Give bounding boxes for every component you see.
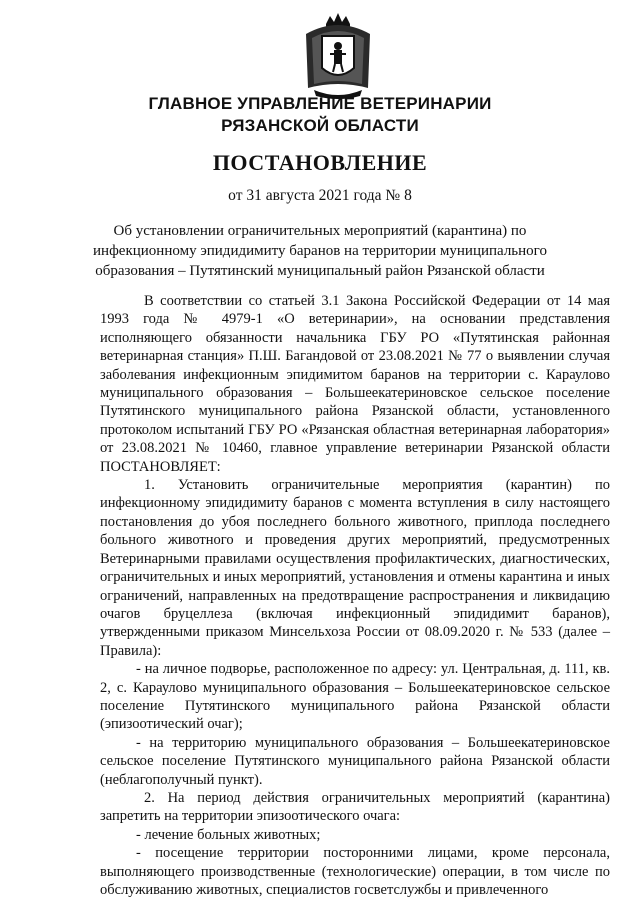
document-subject: Об установлении ограничительных мероприятий (карантина) по инфекционному эпидидимиту баранов на территории муниципального образования – Путятинский муниципальный район Рязанской области [93,223,547,279]
coat-of-arms-icon [300,10,376,102]
item-2-subitem-a: - лечение больных животных; [136,826,321,843]
item-1-subitem-a: - на личное подворье, расположенное по адресу: ул. Центральная, д. 111, кв. 2, с. Караулово муниципального образования – Большеекатериновское сельское поселение Путятинского муниципального района Рязанской области (эпизоотический очаг); [100,661,610,733]
organization-name-line1: ГЛАВНОЕ УПРАВЛЕНИЕ ВЕТЕРИНАРИИ [148,94,492,113]
organization-name-line2: РЯЗАНСКОЙ ОБЛАСТИ [221,116,419,135]
item-2-paragraph: 2. На период действия ограничительных мероприятий (карантина) запретить на территории эпизоотического очага: [100,789,610,825]
document-date-number: от 31 августа 2021 года № 8 [228,187,412,204]
item-1-paragraph: 1. Установить ограничительные мероприятия (карантин) по инфекционному эпидидимиту баранов с момента вступления в силу настоящего постановления до убоя последнего больного животного, приплода последнего больного животного и проведения других мероприятий, предусмотренных Ветеринарными правилами осуществления профилактических, диагностических, ограничительных и иных мероприятий, установления и отмены карантина и иных ограничений, направленных на предотвращение распространения и ликвидацию очагов бруцеллеза (включая инфекционный эпидидимит баранов), утвержденными приказом Минсельхоза России от 08.09.2020 г. № 533 (далее – Правила): [100,477,610,659]
preamble-paragraph: В соответствии со статьей 3.1 Закона Российской Федерации от 14 мая 1993 года № 4979-1 «О ветеринарии», на основании представления исполняющего обязанности начальника ГБУ РО «Путятинская районная ветеринарная станция» П.Ш. Багандовой от 23.08.2021 № 77 о выявлении случая заболевания инфекционным эпидимитом баранов на территории с. Караулово муниципального образования – Большеекатериновское сельское поселение Путятинского муниципального района Рязанской области, установленного протоколом испытаний ГБУ РО «Рязанская областная ветеринарная лаборатория» от 23.08.2021 № 10460, главное управление ветеринарии Рязанской области ПОСТАНОВЛЯЕТ: [100,293,610,475]
document-type-title: ПОСТАНОВЛЕНИЕ [212,150,428,175]
document-body [100,292,610,899]
item-2-subitem-b: - посещение территории посторонними лицами, кроме персонала, выполняющего производственные (технологические) операции, в том числе по обслуживанию животных, специалистов госветслужбы и привлеченного [100,845,610,898]
item-1-subitem-b: - на территорию муниципального образования – Большеекатериновское сельское поселение Путятинского муниципального района Рязанской области (неблагополучный пункт). [100,734,610,788]
